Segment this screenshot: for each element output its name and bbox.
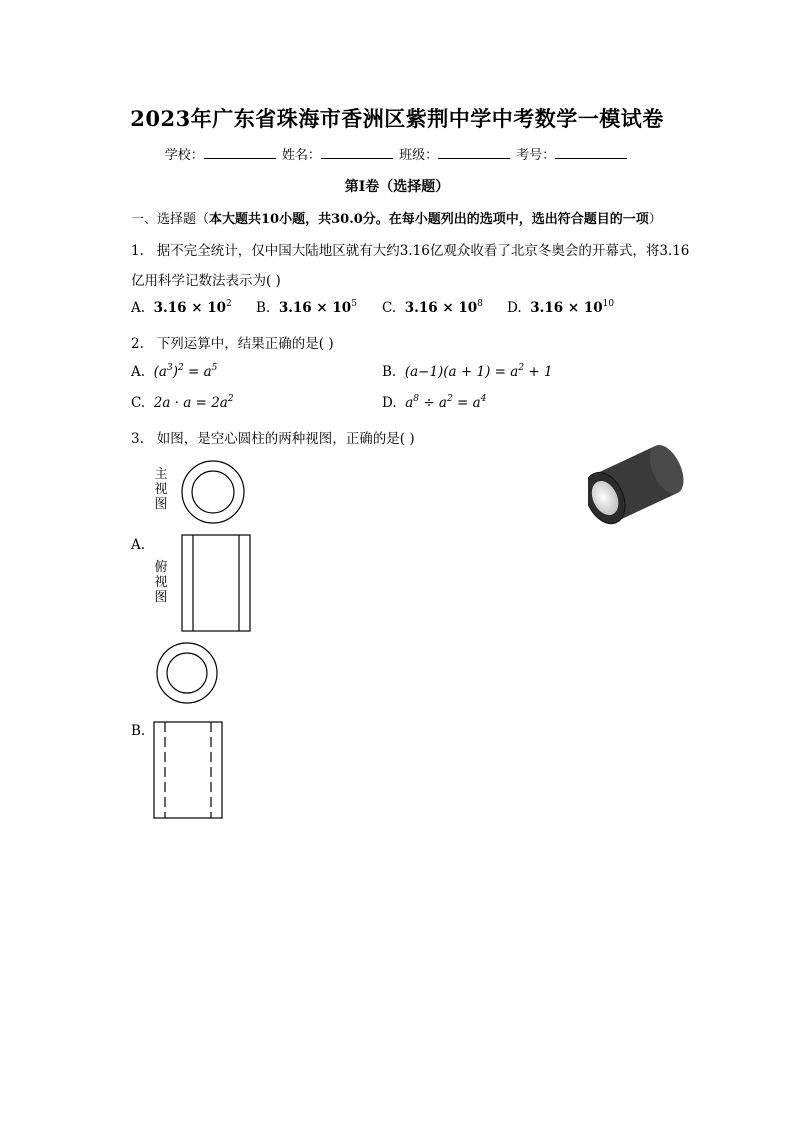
option-label: C. xyxy=(131,395,146,411)
section-suffix: ） xyxy=(648,212,662,227)
option-expression: $a^8 \div a^2 = a^4$ xyxy=(405,394,487,411)
option-expression: $2a \cdot a = 2a^2$ xyxy=(153,394,234,411)
q1-option-a xyxy=(131,300,232,316)
outer-rect xyxy=(154,722,222,818)
option-label: D. xyxy=(382,395,397,411)
option-exponent: 2 xyxy=(226,299,232,309)
top-view-label: 俯视图 xyxy=(154,560,168,605)
section-instructions: 本大题共10小题，共30.0分。在每小题列出的选项中，选出符合题目的一项 xyxy=(209,212,649,227)
option-b-top-view xyxy=(152,720,224,820)
option-label: C. xyxy=(382,300,397,316)
option-a-top-view xyxy=(180,533,252,633)
q1-option-c xyxy=(382,300,483,316)
option-label: B. xyxy=(256,300,271,316)
q3-option-a-label: A. xyxy=(131,537,146,553)
option-a-front-view xyxy=(179,458,247,526)
q2-option-d xyxy=(382,395,486,411)
question-3 xyxy=(131,427,415,447)
outer-circle xyxy=(157,643,217,703)
school-blank xyxy=(204,146,276,159)
name-blank xyxy=(321,146,393,159)
exam-number-blank xyxy=(555,146,627,159)
q2-option-b xyxy=(382,364,553,380)
q2-option-a xyxy=(131,364,217,380)
option-value: 3.16 × 10 xyxy=(530,300,603,316)
option-label: A. xyxy=(131,300,146,316)
option-label: D. xyxy=(507,300,522,316)
question-number: 3. xyxy=(131,431,144,447)
option-exponent: 8 xyxy=(477,299,483,309)
question-number: 1. xyxy=(131,243,144,259)
q2-option-c xyxy=(131,395,234,411)
school-label: 学校： xyxy=(164,148,204,163)
option-exponent: 5 xyxy=(351,299,357,309)
exam-number-label: 考号： xyxy=(516,148,556,163)
name-label: 姓名： xyxy=(281,148,321,163)
question-1 xyxy=(131,239,689,259)
front-view-label: 主视图 xyxy=(154,467,168,512)
q1-option-d xyxy=(507,300,614,316)
page-title: 2023年广东省珠海市香洲区紫荆中学中考数学一模试卷 xyxy=(130,106,664,131)
outer-rect xyxy=(182,535,250,631)
question-text: 如图，是空心圆柱的两种视图，正确的是( ) xyxy=(156,431,415,447)
q3-option-b-label: B. xyxy=(131,723,146,739)
section-prefix: 一、选择题（ xyxy=(131,212,210,227)
student-info-line xyxy=(0,144,794,163)
question-number: 2. xyxy=(131,336,144,352)
option-b-front-view xyxy=(151,642,223,704)
inner-circle xyxy=(167,653,207,693)
option-expression: $(a^3)^2 = a^5$ xyxy=(153,363,218,380)
q1-option-b xyxy=(256,300,357,316)
volume-title: 第Ⅰ卷（选择题） xyxy=(344,179,450,195)
section-heading xyxy=(131,208,662,227)
option-expression: $(a-1)(a + 1) = a^2 + 1$ xyxy=(404,363,553,380)
option-label: B. xyxy=(382,364,397,380)
question-2 xyxy=(131,332,334,352)
outer-circle xyxy=(182,461,244,523)
question-text: 下列运算中，结果正确的是( ) xyxy=(156,336,334,352)
option-exponent: 10 xyxy=(602,299,615,309)
hollow-cylinder-figure xyxy=(588,427,694,529)
option-label: A. xyxy=(131,364,146,380)
question-1-line2: 亿用科学记数法表示为( ) xyxy=(131,273,281,289)
question-text: 据不完全统计，仅中国大陆地区就有大约3.16亿观众收看了北京冬奥会的开幕式，将3.16 xyxy=(156,243,690,259)
option-value: 3.16 × 10 xyxy=(153,300,227,316)
option-value: 3.16 × 10 xyxy=(278,300,352,316)
class-blank xyxy=(438,146,510,159)
option-value: 3.16 × 10 xyxy=(404,300,478,316)
inner-circle xyxy=(192,471,234,513)
class-label: 班级： xyxy=(399,148,439,163)
